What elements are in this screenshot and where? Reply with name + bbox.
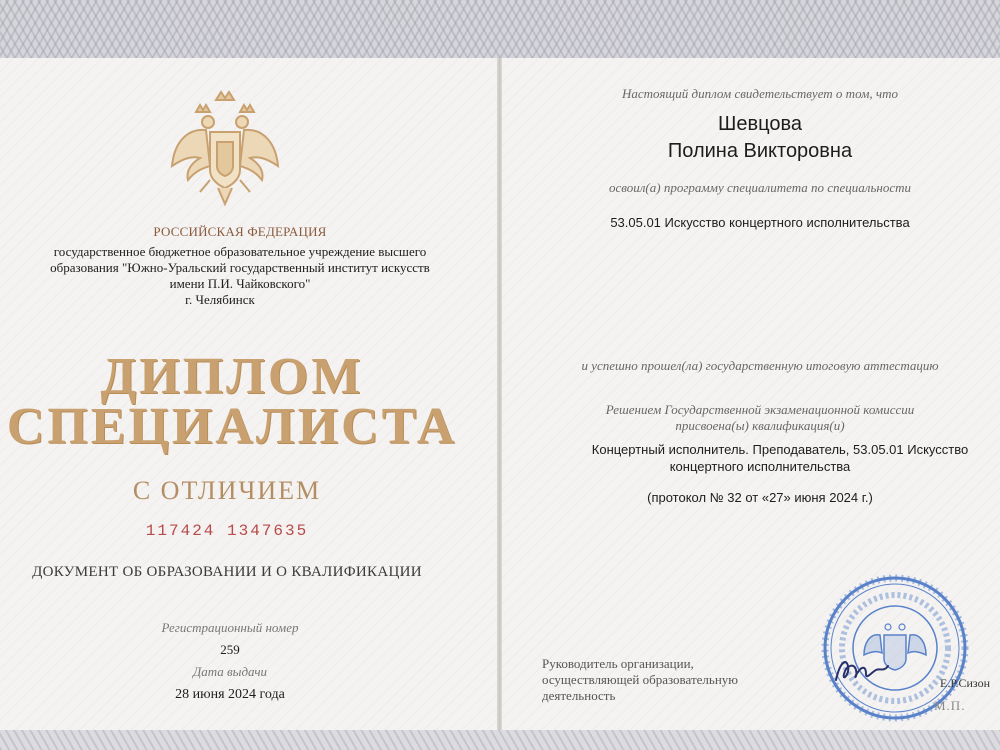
institution-line: государственное бюджетное образовательное учреждение высшего <box>53 244 427 259</box>
program-statement: освоил(а) программу специалитета по специальности <box>609 180 911 195</box>
certificate-intro: Настоящий диплом свидетельствует о том, что <box>622 86 898 101</box>
coat-of-arms-icon <box>166 88 284 208</box>
diploma-title: ДИПЛОМ <box>100 348 364 405</box>
attestation-statement: и успешно прошел(ла) государственную итоговую аттестацию <box>581 358 939 373</box>
diploma-title-degree: СПЕЦИАЛИСТА <box>6 398 458 455</box>
seal-place-mark: М.П. <box>934 698 966 713</box>
institution-line: образования "Южно-Уральский государственный институт искусств <box>50 260 430 275</box>
honors-label: С ОТЛИЧИЕМ <box>132 476 322 505</box>
document-type: ДОКУМЕНТ ОБ ОБРАЗОВАНИИ И О КВАЛИФИКАЦИИ <box>32 564 422 580</box>
specialty: 53.05.01 Искусство концертного исполнительства <box>610 215 910 230</box>
institution-name <box>20 244 460 292</box>
head-of-organization-label: осуществляющей образовательную <box>542 672 738 687</box>
bottom-border <box>0 730 1000 750</box>
head-of-organization-label: Руководитель организации, <box>542 656 694 671</box>
qualification-awarded-label: присвоена(ы) квалификация(и) <box>675 418 845 433</box>
signature-icon <box>832 652 892 688</box>
issue-date-label: Дата выдачи <box>192 664 268 679</box>
page-fold <box>497 58 502 730</box>
protocol-reference: (протокол № 32 от «27» июня 2024 г.) <box>647 490 873 505</box>
signer-name: Е.Р.Сизон <box>940 676 991 690</box>
city: г. Челябинск <box>185 292 255 307</box>
issue-date: 28 июня 2024 года <box>175 687 285 702</box>
country-name: РОССИЙСКАЯ ФЕДЕРАЦИЯ <box>153 224 327 239</box>
qualification-continued: концертного исполнительства <box>669 459 851 474</box>
commission-decision: Решением Государственной экзаменационной комиссии <box>605 402 915 417</box>
qualification: Концертный исполнитель. Преподаватель, 53.05.01 Искусство <box>591 442 969 457</box>
graduate-surname: Шевцова <box>718 113 802 135</box>
head-of-organization-label: деятельность <box>542 688 616 703</box>
registration-number-label: Регистрационный номер <box>161 620 299 635</box>
serial-number: 117424 1347635 <box>145 522 309 540</box>
graduate-given-names: Полина Викторовна <box>667 140 853 162</box>
institution-line: имени П.И. Чайковского" <box>169 276 311 291</box>
top-guilloche-border <box>0 0 1000 62</box>
registration-number: 259 <box>220 642 240 657</box>
